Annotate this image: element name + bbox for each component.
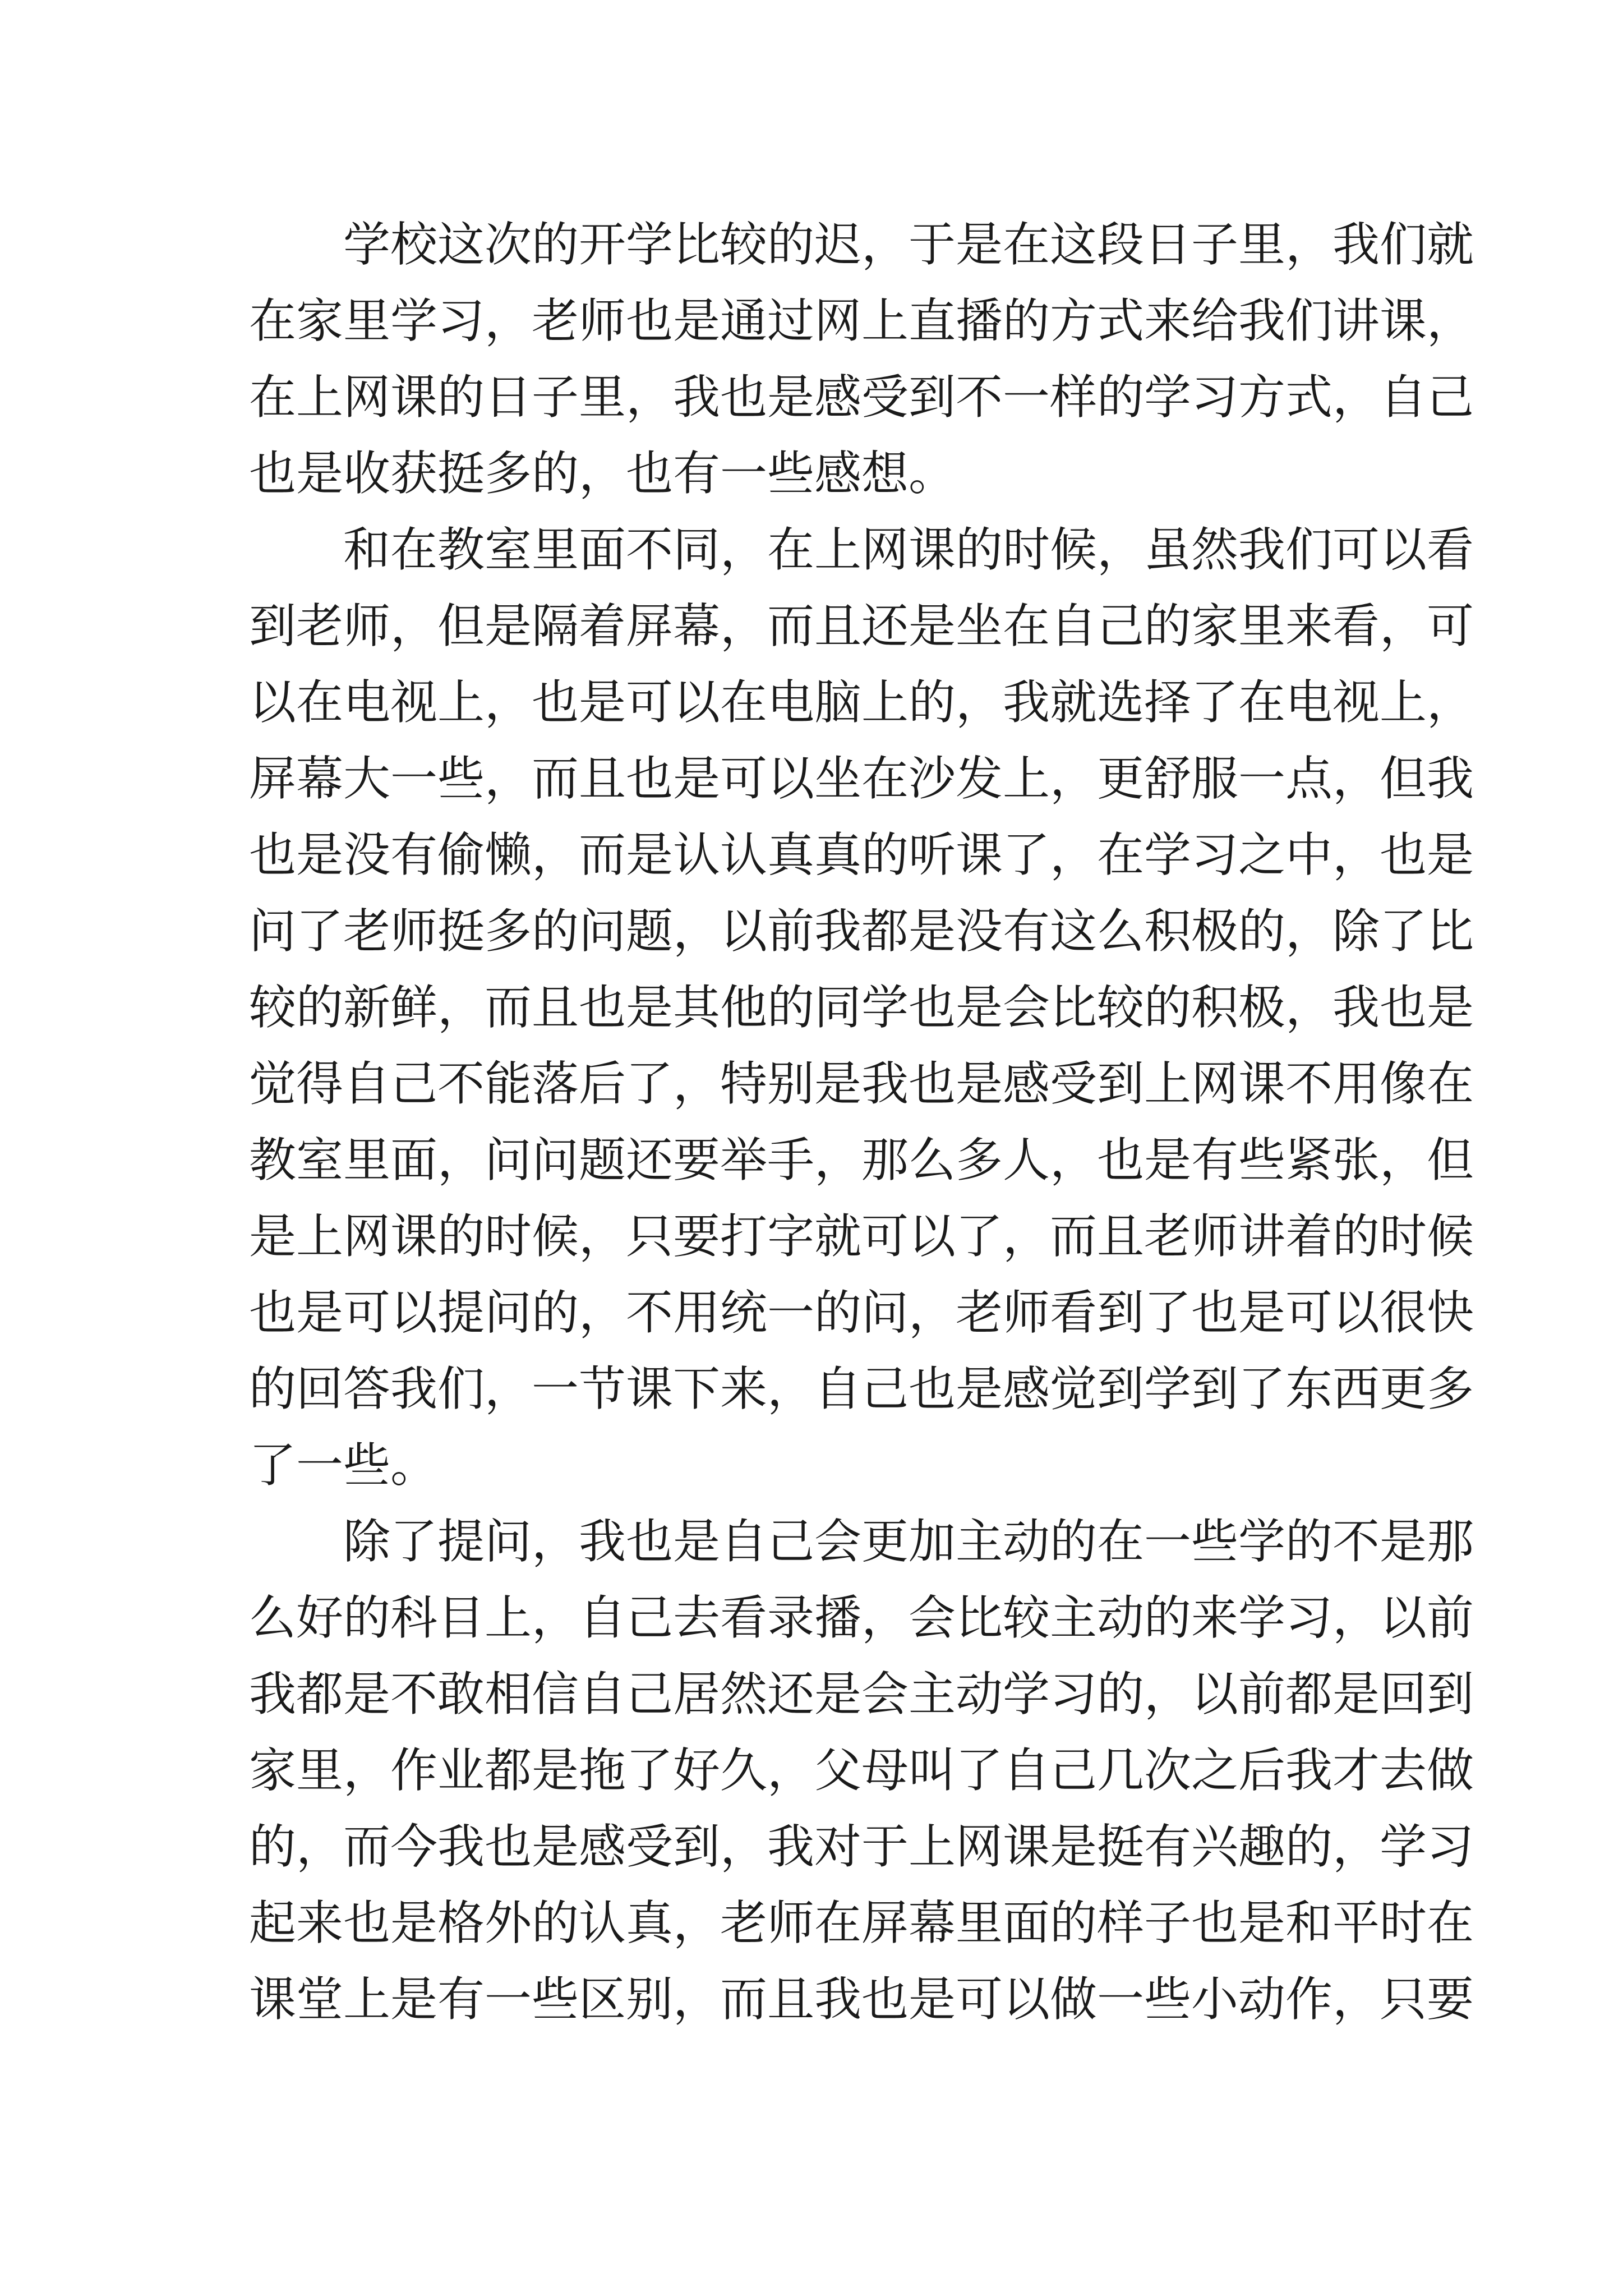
text-line: 也是收获挺多的，也有一些感想。: [249, 446, 956, 501]
text-line: 学校这次的开学比较的迟，于是在这段日子里，我们就: [249, 217, 1474, 272]
body-text: [249, 206, 1474, 2037]
text-line: 在家里学习，老师也是通过网上直播的方式来给我们讲课，: [249, 293, 1474, 348]
text-line: 教室里面，问问题还要举手，那么多人，也是有些紧张，但: [249, 1133, 1474, 1188]
text-line: 的，而今我也是感受到，我对于上网课是挺有兴趣的，学习: [249, 1819, 1474, 1874]
paragraph-3: [249, 1503, 1474, 2037]
text-line: 问了老师挺多的问题，以前我都是没有这么积极的，除了比: [249, 904, 1474, 959]
text-line: 和在教室里面不同，在上网课的时候，虽然我们可以看: [249, 522, 1474, 577]
text-line: 也是没有偷懒，而是认认真真的听课了，在学习之中，也是: [249, 827, 1474, 882]
text-line: 的回答我们，一节课下来，自己也是感觉到学到了东西更多: [249, 1361, 1474, 1416]
text-line: 起来也是格外的认真，老师在屏幕里面的样子也是和平时在: [249, 1895, 1474, 1950]
text-line: 以在电视上，也是可以在电脑上的，我就选择了在电视上，: [249, 675, 1474, 730]
text-line: 屏幕大一些，而且也是可以坐在沙发上，更舒服一点，但我: [249, 751, 1474, 806]
text-line: 么好的科目上，自己去看录播，会比较主动的来学习，以前: [249, 1590, 1474, 1645]
text-line: 我都是不敢相信自己居然还是会主动学习的，以前都是回到: [249, 1667, 1474, 1722]
paragraph-1: [249, 206, 1474, 512]
text-line: 在上网课的日子里，我也是感受到不一样的学习方式，自己: [249, 370, 1474, 425]
text-line: 课堂上是有一些区别，而且我也是可以做一些小动作，只要: [249, 1972, 1474, 2027]
text-line: 了一些。: [249, 1438, 438, 1493]
text-line: 是上网课的时候，只要打字就可以了，而且老师讲着的时候: [249, 1209, 1474, 1264]
text-line: 也是可以提问的，不用统一的问，老师看到了也是可以很快: [249, 1285, 1474, 1340]
text-line: 较的新鲜，而且也是其他的同学也是会比较的积极，我也是: [249, 980, 1474, 1035]
text-line: 到老师，但是隔着屏幕，而且还是坐在自己的家里来看，可: [249, 599, 1474, 654]
text-line: 家里，作业都是拖了好久，父母叫了自己几次之后我才去做: [249, 1743, 1474, 1798]
text-line: 觉得自己不能落后了，特别是我也是感受到上网课不用像在: [249, 1056, 1474, 1111]
paragraph-2: [249, 512, 1474, 1503]
text-line: 除了提问，我也是自己会更加主动的在一些学的不是那: [249, 1514, 1474, 1569]
